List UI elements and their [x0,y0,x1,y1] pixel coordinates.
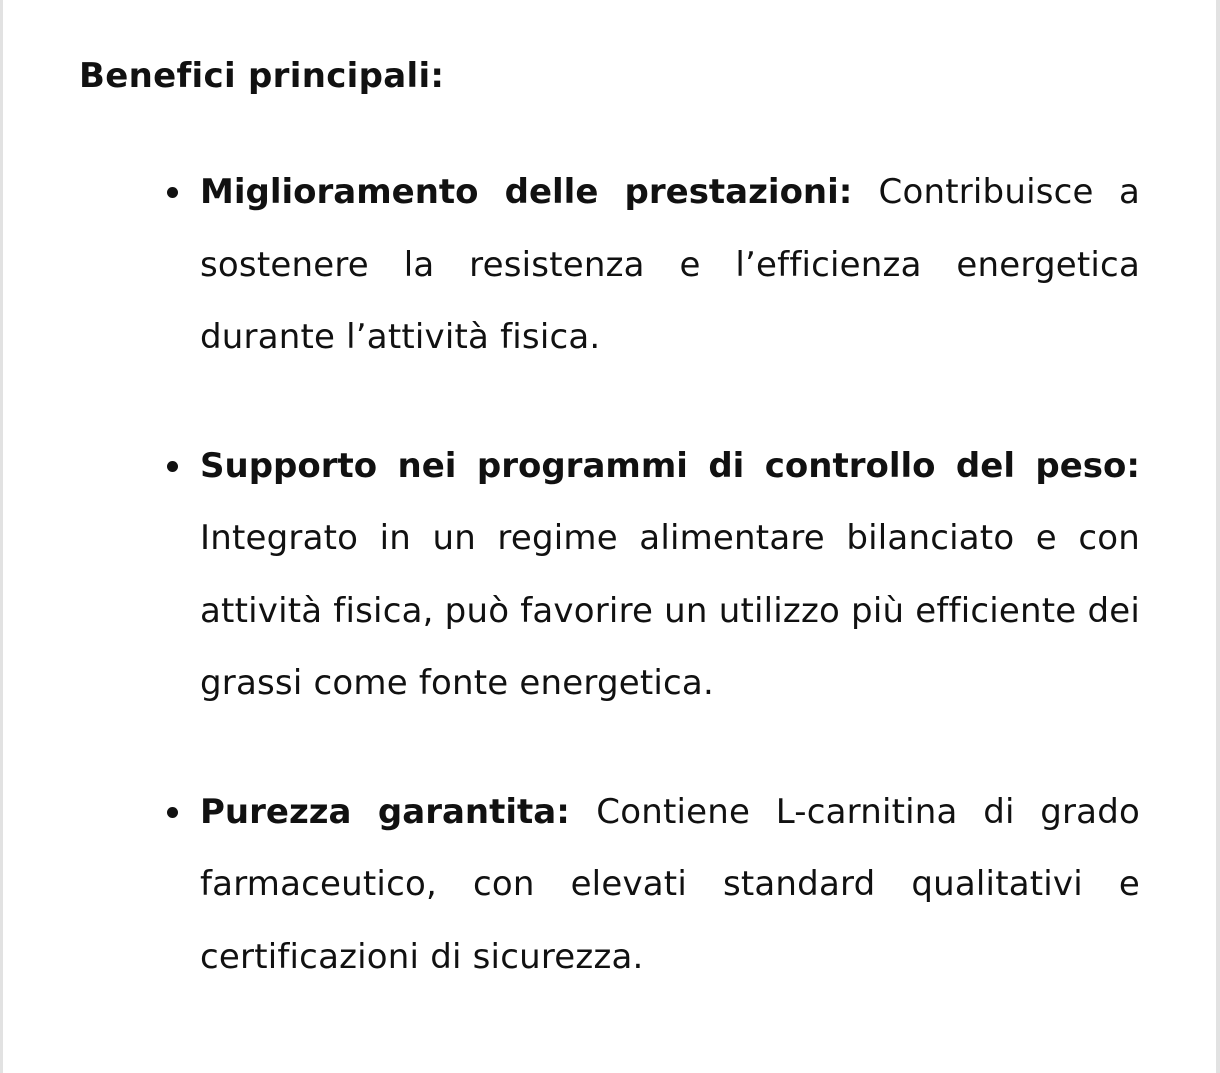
benefit-item-purity [200,776,1140,994]
benefit-description: Contribuisce a sostenere la resistenza e l’efficienza energetica durante l’attività fisica. [200,172,1140,357]
benefit-description: Integrato in un regime alimentare bilanciato e con attività fisica, può favorire un utilizzo più efficiente dei grassi come fonte energetica. [200,518,1140,703]
section-heading: Benefici principali: [79,56,445,96]
benefits-list [200,156,1140,993]
bullet-icon [167,187,178,198]
bullet-icon [167,807,178,818]
page-right-edge [1216,0,1220,1073]
bullet-icon [167,461,178,472]
benefit-title: Miglioramento delle prestazioni: [200,172,879,212]
benefit-title: Supporto nei programmi di controllo del peso: [200,445,1140,486]
benefit-item-performance [200,156,1140,374]
benefit-description: Contiene L-carnitina di grado farmaceutico, con elevati standard qualitativi e certificazioni di sicurezza. [200,791,1141,977]
benefit-title: Purezza garantita: [200,791,597,832]
benefit-item-weight-control [200,430,1140,720]
page-left-edge [0,0,3,1073]
